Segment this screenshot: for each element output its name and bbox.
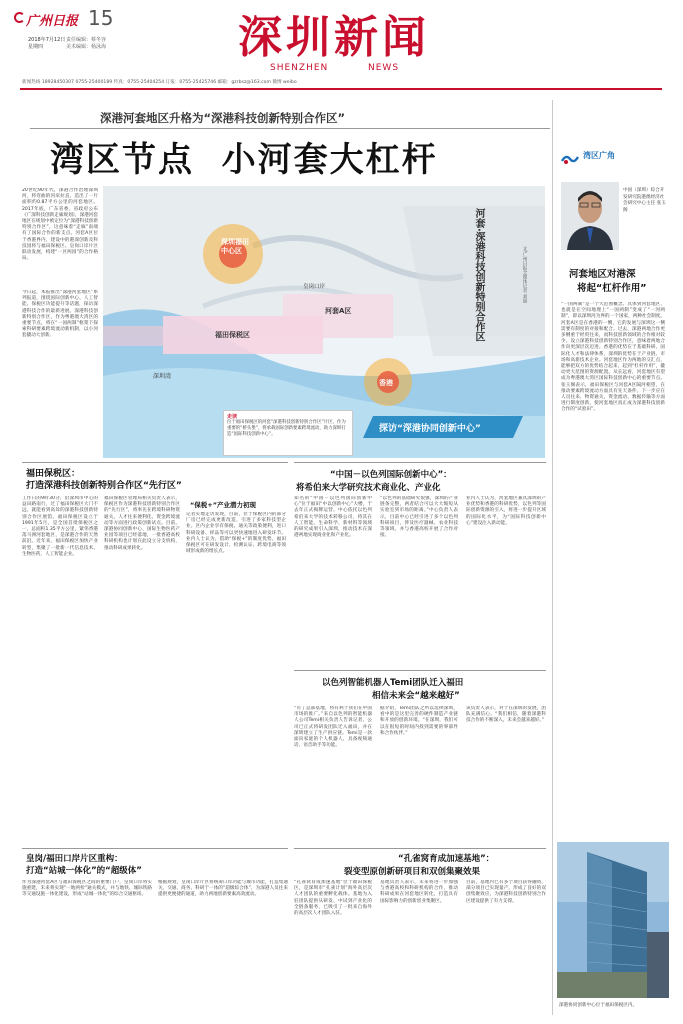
sidebar-column-name: 湾区广角 [583, 151, 615, 160]
map-label-hetao: 河套A区 [325, 307, 352, 315]
kicker-rule [30, 128, 550, 129]
robot-title-a: 以色列智能机器人Temi团队迁入福田 [322, 678, 464, 688]
map-label-bay: 深圳湾 [153, 373, 172, 380]
map-callout [223, 410, 353, 456]
kb-col2: 基地负责人表示，未来将进一步加强与香港高校和科研机构的合作，推动科研成果在河套地区转化，打造具有国际影响力的创新创业集聚区。 [380, 880, 458, 904]
map-figure [103, 186, 545, 458]
ctr-col3: 业内人士认为，河套地区兼具深圳的产业优势和香港的科研优势，以色列等国际创新资源的引入，将进一步提升区域的国际化水平，为“国际科技创新中心”建设注入新动能。 [466, 496, 546, 526]
sec1-col1: 工作日的9时30分，沿深圳市中心的益田路南行，过了福田保税区大门不远，就能看到高耸的深港科技创新特别合作区展馆。福田保税区设立于1991年5月，是全国首批保税区之一，总面积1.35平方公里，紧邻香港落马洲河套地区，是深港合作的天然前沿。近年来，福田保税区加快产业转型，集聚了一批新一代信息技术、生物医药、人工智能企业。 [22, 496, 98, 557]
robot-rule [294, 670, 546, 671]
sec1-title-a: 福田保税区： [26, 469, 81, 479]
sec1-rule [22, 462, 288, 463]
robot-col3: 该负责人表示，对于在深圳的发展，团队充满信心。“我们相信，随着深港科技合作的不断深入，未来会越来越好。” [466, 706, 546, 724]
lead-headline: 湾区节点 小河套大杠杆 [50, 140, 438, 180]
sidebar [552, 100, 671, 1015]
ctr-rule [294, 462, 546, 463]
robot-col1: “有了总部基地，将有利于我们在中国市场的推广。”来自以色列的智能机器人公司Temi相关负责人告诉记者，公司已正式将研发团队迁入福田，并在深圳建立了生产供应链。Temi是一款面向家庭的个人机器人，具备视频通话、语音助手等功能。 [294, 706, 372, 749]
map-side-credit: 文/广州日报全媒体记者 刘丽 [522, 246, 527, 303]
kb-title-b: 裂变型原创新研项目和双创集聚效果 [344, 867, 481, 877]
map-label-futian: 深圳福田中心区 [221, 238, 249, 255]
lead-kicker: 深港河套地区升格为“深港科技创新特别合作区” [100, 111, 346, 125]
sidebar-column-badge [561, 150, 579, 162]
sec1-col2: 福田保税区管理局相关负责人表示，保税区作为深港科技创新特别合作区的“先行区”，将率先在跨境科研物资通关、人才往来便利化、资金跨境流动等方面进行政策创新试点。目前，深港协同创新中心、国际生物医药产业园等项目已经落地，一批香港高校科研机构也计划在此设立分支机构，推动科研成果转化。 [104, 496, 180, 551]
sidebar-photo-caption: 中国（深圳）综合开发研究院港澳经济社会研究中心主任 张玉阁 [623, 188, 666, 213]
editor-credit: 责任编辑：蔡冬容 [66, 37, 107, 43]
section-subtitle-en: SHENZHEN [270, 63, 329, 73]
sidebar-title-b: 将起“杠杆作用” [577, 283, 647, 294]
page-number: 15 [88, 6, 114, 30]
sun-logo-icon [14, 12, 25, 23]
kb-title-a: “孔雀窝育成加速基地”： [398, 854, 495, 864]
kb-rule [294, 848, 546, 849]
portrait-image [561, 182, 619, 250]
masthead-rule [20, 88, 662, 90]
map-label-hk: 香港 [379, 379, 393, 387]
designer-credit: 美术编辑：杨泳海 [66, 44, 107, 50]
sidebar-body: “一国两制”是一个大范围概念。具体到河套地区，也就是在空间地理上“一国两制”变成了“一河两制”，即以深圳河为界的一个国家，两种社会制度。河套A区是在香港的一侧，它的发展与深圳这一侧需要有制度的对接和配合。过去，深港两地合作更多侧重于经贸往来，而科技创新领域的合作相对较少。设立深港科技创新特别合作区，意味着两地合作向更深层次迈进。香港的优势在于基础科研、国际化人才和法律体系，深圳的优势在于产业链、市场和高新技术企业。河套地区作为两地的交汇点，能够把双方的优势结合起来，起到“杠杆作用”，撬动更大范围的资源配置。从长远看，河套地区有望成为粤港澳大湾区国际科技创新中心的重要节点。张玉阁表示，福田保税区与河套A区隔河相望，在推动要素跨境流动方面具有先天条件。下一步应在人员往来、物资通关、资金流动、数据传输等方面进行制度创新，使河套地区真正成为深港科技创新合作的“试验田”。 [561, 302, 665, 413]
callout-text: 位于福田保税区的河套“深港科技创新特别合作区”片区，作为重要的“桥头堡”，将承载国际创新要素跨境流动，助力深圳打造“国际科技创新中心”。 [227, 420, 346, 437]
kb-col1: “孔雀窝育成加速基地”位于福田保税区，是深圳市“孔雀计划”海外高层次人才团队的重要孵化载体。基地为入驻团队提供从研发、中试到产业化的全链条服务，已吸引了一批来自海外的高层次人才团队入驻。 [294, 880, 372, 917]
robot-col2: 据介绍，Temi团队之所以选择深圳，看中的是这里完善的硬件制造产业链和开放的创新环境。“在深圳，我们可以在很短的时间内找到需要的零部件和合作伙伴。” [380, 706, 458, 736]
map-label-huanggang: 皇岗口岸 [303, 284, 326, 290]
issue-weekday: 星期四 [28, 44, 44, 50]
robot-title-b: 相信未来会“越来越好” [372, 691, 460, 701]
issue-date: 2018年7月12日 [28, 37, 66, 43]
lead-intro-col2: 今日起，本报推出“深港河套地区”系列报道，围绕国际创新中心、人工智能、保税区功能提升等话题，探访深港科技合作的最新进展。深港科技创新特别合作区，作为粤港澳大湾区的重要节点，将在“一国两制”框架下探索科研要素跨境流动新机制，以小河套撬动大创新。 [22, 290, 98, 430]
sec2-title-a: 皇岗/福田口岸片区重构： [26, 854, 123, 864]
masthead [0, 0, 683, 88]
sec2-title-b: 打造“站城一体化”的“超级体” [26, 866, 142, 876]
contact-line: 新闻热线 18928450307 0755-25400189 传真：0755-25404254 订报：0755-25425746 邮箱：gzrbsz@163.com 微博 weibo [22, 80, 297, 85]
sec1-title-b: 打造深港科技创新特别合作区“先行区” [26, 481, 182, 491]
sec2-col1: 作为深港河套A区与福田保税区之间的重要门户，皇岗口岸将实施重建，未来将实现“一地两检”通关模式，并与地铁、城际铁路等交通设施一体化建设，形成“站城一体化”的综合交通枢纽。 [22, 880, 152, 898]
map-vertical-title: 河套·深港科技创新特别合作区 [473, 208, 484, 342]
sidebar-building-photo [557, 842, 669, 998]
lead-intro-col1: 20世纪90年代，深港合作治理深圳河，将弯曲的河床拉直，造出了一片面积约0.87平方公里的河套地区。2017年底，广东省委、省政府公布《广深科技创新走廊规划》，深港河套地区在规划中被定位为“深港科技创新特别合作区”，这意味着“走廊”南端有了国际合作的新支点。河套A区位于香港界内，建设中的港深创新及科技园将与福田保税区、皇岗口岸片区联动发展，构建“一区两园”的合作格局。 [22, 188, 98, 262]
ctr-col2: “以色列的基础研究很强，深圳的产业链条完整，两者结合可以大大缩短从实验室到市场的距离。”中心负责人表示，目前中心已经引进了多个以色列科研项目，涉及医疗器械、农业科技等领域，并与香港高校开展了合作对接。 [380, 496, 458, 539]
building-image [557, 842, 669, 998]
map-banner: 探访“深港协同创新中心” [379, 424, 481, 434]
kb-col3: 目前，基地内已有多个项目获得融资，部分项目已实现量产，形成了良好的双创集聚效应，为深港科技创新特别合作区建设提供了有力支撑。 [466, 880, 546, 904]
sidebar-photo2-caption: 深港协同创新中心位于福田保税区内。 [559, 1003, 638, 1008]
map-label-bonded: 福田保税区 [215, 331, 250, 339]
newspaper-logo: 广州日报 [26, 14, 79, 29]
wave-logo-icon [561, 153, 579, 165]
ctr-col1: 知名的“中国－以色列国际创新中心”位于福田“中以创新中心”大楼，于去年正式揭牌运营。中心依托以色列希伯来大学的技术转移公司，将其在人工智能、生命科学、新材料等领域的研究成果引入深圳，推动技术在深港两地实现商业化和产业化。 [294, 496, 372, 539]
sec1-col3-head: “保税+”产业潜力初现 [190, 501, 256, 509]
ctr-title-a: “中国－以色列国际创新中心”： [330, 470, 452, 480]
sec1-col3: 记者实地走访发现，目前，位于保税区内的部分厂房已经完成更新改造，引进了多家科技型企业。区内企业享有保税、通关等政策便利，进口科研设备、样品等可以更快速地进入研发环节。业内人士认为，借助“保税+”的制度优势，福田保税区可在研发设计、检测认证、跨境电商等领域形成新的增长点。 [186, 512, 286, 555]
sec2-col2: 根据规划，皇岗口岸片区将统筹口岸功能与城市功能，打造集通关、交通、商务、科研于一体的“超级综合体”，为深港人员往来提供更便捷的通道，助力两地创新要素高效流动。 [158, 880, 288, 898]
sidebar-title-a: 河套地区对港深 [569, 269, 636, 280]
sidebar-photo [561, 182, 619, 250]
section-subtitle-news: NEWS [368, 63, 400, 73]
callout-tag: 走读 [227, 414, 238, 420]
ctr-title-b: 将希伯来大学研究技术商业化、产业化 [296, 483, 441, 493]
section-title: 深圳新闻 [238, 12, 430, 63]
sec2-rule [22, 848, 288, 849]
